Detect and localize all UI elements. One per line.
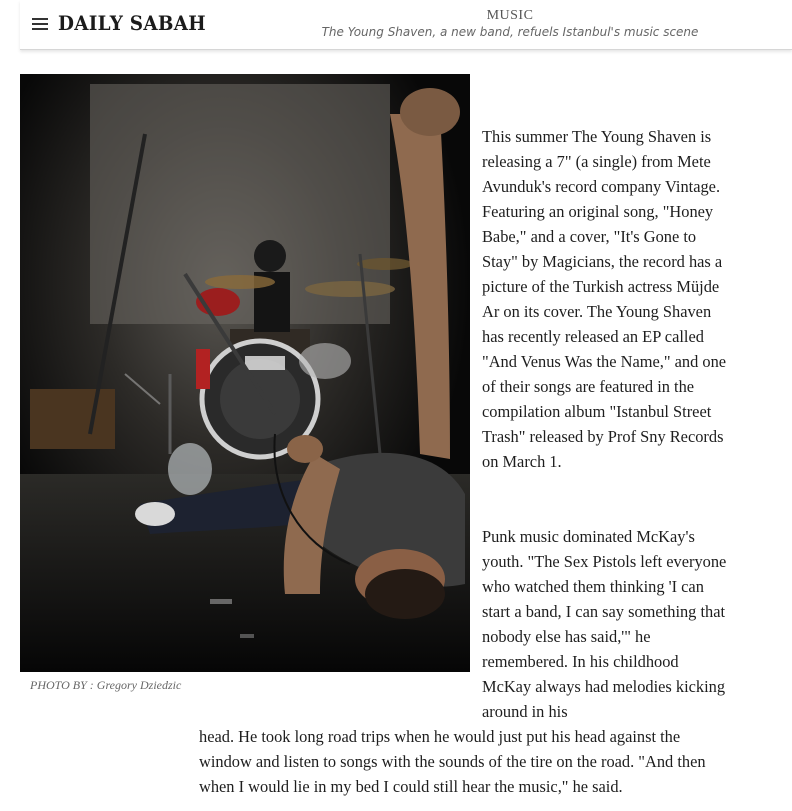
section-info — [260, 8, 760, 39]
site-header — [20, 0, 792, 50]
article-paragraph-continued: head. He took long road trips when he would just put his head against the window and listen to songs with the sounds of the tire on the road. "And then when I would lie in my bed I could still hear the music," he said. — [199, 727, 706, 796]
article-headline: The Young Shaven, a new band, refuels Istanbul's music scene — [321, 25, 699, 39]
photo-caption: PHOTO BY : Gregory Dziedzic — [30, 678, 182, 692]
article-photo — [20, 74, 470, 672]
article-paragraph: This summer The Young Shaven is releasing a 7" (a single) from Mete Avunduk's record company Vintage. Featuring an original song, "Honey Babe," and a cover, "It's Gone to Stay" by Magicians, the record has a picture of the Turkish actress Müjde Ar on its cover. The Young Shaven has recently released an EP called "And Venus Was the Name," and one of their songs are featured in the compilation album "Istanbul Street Trash" released by Prof Sny Records on March 1. — [482, 127, 727, 471]
concert-photo-illustration — [20, 74, 470, 672]
section-label[interactable]: MUSIC — [486, 8, 534, 23]
hamburger-menu-icon[interactable] — [32, 18, 48, 30]
site-logo[interactable]: DAILY SABAH — [58, 11, 206, 35]
article-paragraph: Punk music dominated McKay's youth. "The Sex Pistols left everyone who watched them thinking 'I can start a band, I can say something that nobody else has said,'" he remembered. In his childhood McKay always had melodies kicking around in his — [482, 527, 727, 721]
